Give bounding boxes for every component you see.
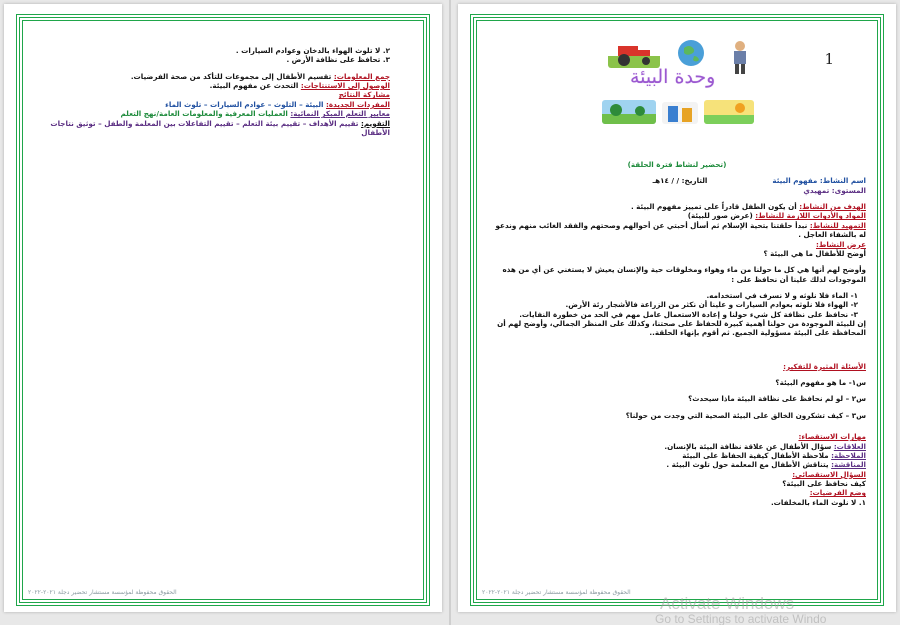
hypothesis: ١. لا نلوث الماء بالمخلفات. bbox=[770, 497, 866, 507]
page-1-content bbox=[488, 160, 866, 507]
paragraph: أوضح للأطفال ما هي البيئة ؟ bbox=[763, 248, 866, 258]
intro-row: التمهيد للنشاط: نبدأ حلقتنا بتحية الإسلام ثم أسأل أحبتي عن أحوالهم وصحتهم والفقد الغائب منهم وندعو له بالشفاء العاجل . bbox=[495, 220, 866, 240]
skill-row: المناقشة: يتناقش الأطفال مع المعلمة حول تلوث البيئة . bbox=[666, 460, 866, 470]
page-gap bbox=[449, 0, 451, 625]
text-line: ٣. تحافظ على نظافة الأرض . bbox=[286, 55, 390, 65]
list-item: ٢- الهواء فلا نلوثه بعوادم السيارات و علينا أن نكثر من الزراعة فالأشجار رئة الأرض. bbox=[565, 300, 858, 310]
question: س٢ – لو لم نحافظ على نظافة البيئة ماذا سيحدث؟ bbox=[688, 394, 866, 404]
page-number: 1 bbox=[824, 50, 834, 68]
unit-title: وحدة البيئة bbox=[630, 66, 716, 88]
nature-illustration-2 bbox=[704, 100, 754, 124]
section-collect: جمع المعلومات: تقسيم الأطفال إلى مجموعات للتأكد من صحة الفرضيات. bbox=[130, 71, 390, 81]
subtitle: (تحضير لنشاط فترة الحلقة) bbox=[627, 160, 727, 169]
activation-watermark: Activate Windows bbox=[660, 594, 795, 613]
inquiry-text: كيف نحافظ على البيئة؟ bbox=[782, 478, 866, 488]
section-standards: معايير التعلم المبكر النمائية: العمليات المعرفية والمعلومات العامة/نهج التعلم bbox=[120, 109, 390, 119]
paragraph: إن للبيئة الموجودة من حولنا أهمية كبيرة للحفاظ على صحتنا، وكذلك على المنظر الجمالي، وأوضح لهم أن المحافظة على البيئة مسؤولية الجميع. ثم أقوم بإنهاء الحلقة.. bbox=[497, 319, 866, 338]
section-vocab: المفردات الجديدة: البيئة – التلوث – عوادم السيارات – تلوث الماء bbox=[165, 99, 390, 109]
skill-row: الملاحظة: ملاحظة الأطفال كيفية الحفاظ على البيئة bbox=[682, 450, 866, 460]
paragraph: وأوضح لهم أنها هي كل ما حولنا من ماء وهواء ومخلوقات حية والإنسان يعيش لا يستغني عن أي من هذه الموجودات لذلك علينا أن نحافظ على : bbox=[502, 265, 866, 284]
page-footer: الحقوق محفوظة لمؤسسة مستشار تحضير دجلة ٢٠٢١-٢٠٢٢ bbox=[28, 589, 177, 596]
presentation-heading: عرض النشاط: bbox=[815, 239, 866, 249]
section-share: مشاركة النتائج bbox=[338, 90, 390, 100]
questions-heading: الأسئلة المثيرة للتفكير: bbox=[783, 361, 866, 371]
document-page-1 bbox=[458, 4, 896, 612]
worker-illustration bbox=[730, 40, 750, 74]
recycle-illustration bbox=[662, 102, 698, 124]
materials-row: المواد والأدوات اللازمة للنشاط: (عرض صور للبيئة) bbox=[687, 211, 866, 221]
nature-illustration-1 bbox=[602, 100, 656, 124]
tractor-illustration bbox=[608, 42, 660, 68]
question: س١- ما هو مفهوم البيئة؟ bbox=[775, 378, 866, 388]
activity-row: اسم النشاط: مفهوم البيئة التاريخ: / / ١٤هـ bbox=[652, 176, 866, 186]
section-conclusions: الوصول إلى الاستنتاجات: التحدث عن مفهوم البيئة. bbox=[209, 81, 390, 91]
section-evaluation: التقويم: تقييم الأهداف – تقييم بيئة التعلم – تقييم التفاعلات بين المعلمة والطفل – توثيق نتاجات الأطفال bbox=[50, 118, 390, 137]
skills-heading: مهارات الاستقصاء: bbox=[798, 432, 866, 442]
level-row: المستوى: تمهيدي bbox=[803, 185, 866, 195]
document-page-2 bbox=[4, 4, 442, 612]
page-2-content bbox=[34, 46, 390, 137]
text-line: ٢. لا تلوث الهواء بالدخان وعوادم السيارات . bbox=[235, 46, 390, 55]
activation-watermark-sub: Go to Settings to activate Windo bbox=[655, 612, 827, 625]
inquiry-heading: السؤال الاستقصائي: bbox=[792, 469, 866, 479]
goal-row: الهدف من النشاط: أن يكون الطفل قادراً على تمييز مفهوم البيئة . bbox=[630, 202, 866, 212]
earth-illustration bbox=[676, 38, 706, 68]
hypotheses-heading: وضع الفرضيات: bbox=[809, 488, 866, 498]
skill-row: العلاقات: سؤال الأطفال عن علاقة نظافة البيئة بالإنسان. bbox=[664, 441, 866, 451]
list-item: ١- الماء فلا نلوثه و لا نسرف في استخدامه. bbox=[706, 290, 858, 300]
page-footer: الحقوق محفوظة لمؤسسة مستشار تحضير دجلة ٢٠٢١-٢٠٢٢ bbox=[482, 589, 631, 596]
list-item: ٣- نحافظ على نظافة كل شيء حولنا و إعادة الاستعمال عامل مهم في الحد من خطورة النفايات. bbox=[519, 309, 858, 319]
question: س٣ – كيف تشكرون الخالق على البيئة الصحية التي وجدت من حولنا؟ bbox=[625, 410, 866, 420]
